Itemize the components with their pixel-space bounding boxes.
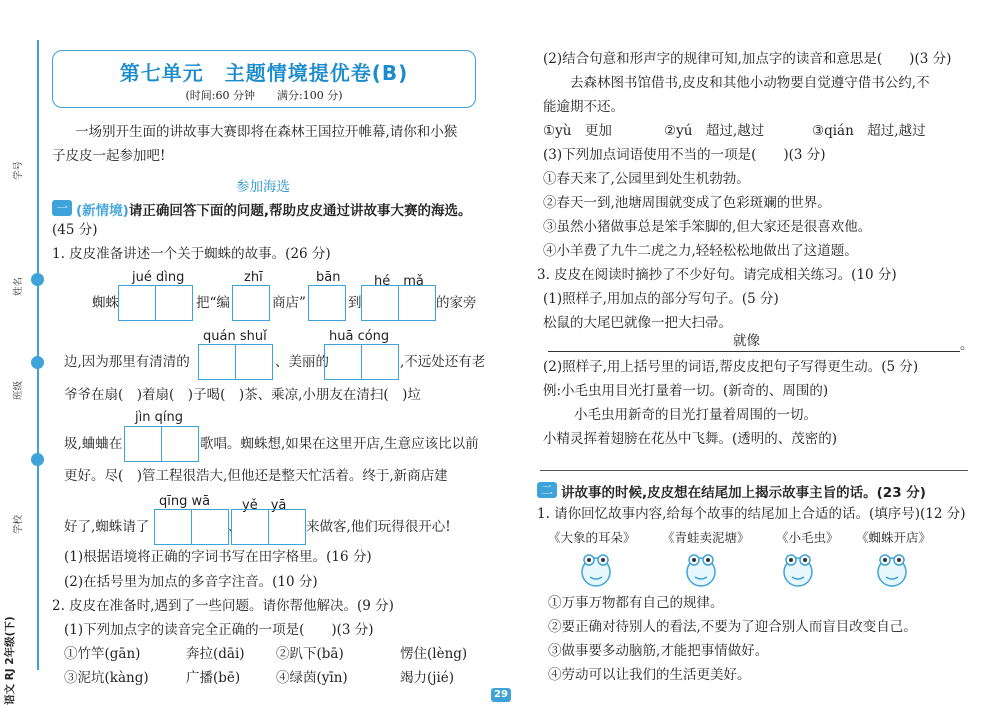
- story-title-1: 《大象的耳朵》: [548, 530, 636, 545]
- margin-line: [37, 40, 39, 670]
- q2-sub-2-opt-3[interactable]: ③qián 超过,越过: [812, 123, 926, 139]
- margin-dot: [31, 273, 44, 286]
- q3-fill-word: 就像: [733, 333, 760, 349]
- margin-label-class: 班级: [13, 380, 24, 400]
- text-dao: 到: [348, 295, 362, 311]
- text-clear-water: 边,因为那里有清清的: [64, 354, 190, 370]
- story-title-4: 《蜘蛛开店》: [856, 530, 932, 545]
- text-guests: 来做客,他们玩得很开心!: [306, 519, 451, 535]
- q2-option-3b: 广播(bē): [186, 670, 241, 686]
- margin-dot: [31, 453, 44, 466]
- q2-sub-3-opt-2[interactable]: ②春天一到,池塘周围就变成了色彩斑斓的世界。: [543, 195, 831, 211]
- writing-grid-yeya[interactable]: [231, 509, 306, 545]
- new-context-tag: (新情境): [76, 203, 129, 219]
- q3-example: 松鼠的大尾巴就像一把大扫帚。: [543, 315, 732, 331]
- q2-sub-3-opt-1[interactable]: ①春天来了,公园里到处生机勃勃。: [543, 171, 750, 187]
- q2-option-4[interactable]: ④绿茵(yīn): [276, 670, 348, 686]
- text-sing: 歌唱。蜘蛛想,如果在这里开店,生意应该比以前: [200, 436, 479, 452]
- margin-dot: [31, 356, 44, 369]
- q1-label: 1. 皮皮准备讲述一个关于蜘蛛的故事。(26 分): [52, 246, 331, 262]
- frog-face-icon[interactable]: [685, 552, 717, 588]
- moral-2: ②要正确对待别人的看法,不要为了迎合别人而盲目改变自己。: [548, 619, 917, 635]
- frog-face-icon[interactable]: [876, 552, 908, 588]
- q2-option-1b: 奔拉(dāi): [186, 646, 245, 662]
- pinyin-jinqing: jìn qíng: [135, 410, 183, 425]
- title-box: [52, 50, 476, 108]
- moral-1: ①万事万物都有自己的规律。: [548, 595, 724, 611]
- writing-grid-quanshui[interactable]: [198, 344, 273, 380]
- sec2-q1-label: 1. 请你回忆故事内容,给每个故事的结尾加上合适的话。(填序号)(12 分): [537, 506, 966, 522]
- q2-sub-3-opt-3[interactable]: ③虽然小猪做事总是笨手笨脚的,但大家还是很喜欢他。: [543, 219, 872, 235]
- pinyin-huacong: huā cóng: [329, 329, 390, 344]
- text-comma: 、: [228, 519, 242, 535]
- divider-line: [540, 470, 968, 471]
- writing-grid-qingwa[interactable]: [154, 509, 229, 545]
- q2-option-4b: 竭力(jié): [400, 670, 455, 686]
- answer-line[interactable]: [548, 351, 960, 352]
- q2-sub-2-text-2: 能逾期不还。: [543, 99, 624, 115]
- text-spider: 蜘蛛: [92, 295, 119, 311]
- intro-line-1: 一场别开生面的讲故事大赛即将在森林王国拉开帷幕,请你和小猴: [75, 124, 458, 140]
- pinyin-qingwa: qīng wā: [159, 494, 211, 509]
- text-home-side: 的家旁: [436, 295, 477, 311]
- margin-label-name: 姓名: [13, 276, 24, 296]
- margin-label-id: 学号: [13, 160, 24, 180]
- q3-example-answer: 小毛虫用新奇的目光打量着周围的一切。: [574, 407, 817, 423]
- text-ba-bian: 把“编: [196, 295, 230, 311]
- story-title-3: 《小毛虫》: [776, 530, 839, 545]
- intro-line-2: 子皮皮一起参加吧!: [52, 148, 166, 164]
- text-grandpa-line: 爷爷在扇( )着扇( )子喝( )茶、乘凉,小朋友在清扫( )垃: [64, 387, 421, 403]
- section-1-score: (45 分): [52, 222, 98, 238]
- q3-label: 3. 皮皮在阅读时摘抄了不少好句。请完成相关练习。(10 分): [537, 267, 897, 283]
- pinyin-quanshui: quán shuǐ: [203, 329, 267, 344]
- q2-sub-1: (1)下列加点字的读音完全正确的一项是( )(3 分): [64, 622, 374, 638]
- story-title-2: 《青蛙卖泥塘》: [662, 530, 750, 545]
- q2-option-1[interactable]: ①竹竿(gān): [64, 646, 141, 662]
- q2-sub-2-opt-1[interactable]: ①yù 更加: [543, 123, 612, 139]
- page-number: 29: [491, 688, 511, 702]
- writing-grid-hema[interactable]: [361, 285, 436, 321]
- q2-label: 2. 皮皮在准备时,遇到了一些问题。请你帮他解决。(9 分): [52, 598, 394, 614]
- writing-grid-jueding[interactable]: [118, 285, 193, 321]
- q3-sub-2: (2)照样子,用上括号里的词语,帮皮皮把句子写得更生动。(5 分): [543, 359, 919, 375]
- margin-label-school: 学校: [13, 514, 24, 534]
- section-2-heading: 讲故事的时候,皮皮想在结尾加上揭示故事主旨的话。(23 分): [561, 485, 926, 501]
- moral-3: ③做事要多动脑筋,才能把事情做好。: [548, 643, 769, 659]
- pinyin-jueding: jué dìng: [132, 270, 185, 285]
- q2-sub-2-opt-2[interactable]: ②yú 超过,越过: [664, 123, 765, 139]
- q3-example-2: 例:小毛虫用目光打量着一切。(新奇的、周围的): [543, 383, 829, 399]
- section-1-text: 请正确回答下面的问题,帮助皮皮通过讲故事大赛的海选。: [128, 203, 472, 219]
- writing-grid-zhi[interactable]: [232, 285, 270, 321]
- q2-sub-2: (2)结合句意和形声字的规律可知,加点字的读音和意思是( )(3 分): [543, 51, 952, 67]
- q2-option-3[interactable]: ③泥坑(kàng): [64, 670, 149, 686]
- section-badge: 一: [52, 200, 72, 216]
- spine-label: 语文 RJ 2年级(下): [4, 616, 16, 705]
- pinyin-ban: bān: [316, 270, 341, 285]
- frog-face-icon[interactable]: [782, 552, 814, 588]
- q3-sub-1: (1)照样子,用加点的部分写句子。(5 分): [543, 291, 779, 307]
- q1-sub-1: (1)根据语境将正确的字词书写在田字格里。(16 分): [64, 549, 372, 565]
- q2-option-2[interactable]: ②趴下(bā): [276, 646, 344, 662]
- page-title: 第七单元 主题情境提优卷(B): [119, 61, 409, 85]
- q2-sub-2-text-1: 去森林图书馆借书,皮皮和其他小动物要自觉遵守借书公约,不: [570, 75, 930, 91]
- pinyin-hema: hé mǎ: [374, 274, 424, 289]
- q3-task: 小精灵挥着翅膀在花丛中飞舞。(透明的、茂密的): [543, 431, 838, 447]
- q2-sub-3: (3)下列加点词语使用不当的一项是( )(3 分): [543, 147, 826, 163]
- text-not-far: ,不远处还有老: [400, 354, 486, 370]
- writing-grid-jinqing[interactable]: [124, 426, 199, 462]
- text-shop: 商店”: [272, 295, 306, 311]
- period-mark: 。: [960, 337, 974, 353]
- page-subtitle: (时间:60 分钟 满分:100 分): [185, 89, 343, 102]
- section-1-heading: [76, 199, 471, 219]
- text-invite: 好了,蜘蛛请了: [64, 519, 150, 535]
- writing-grid-huacong[interactable]: [324, 344, 399, 380]
- text-cricket: 圾,蛐蛐在: [64, 436, 123, 452]
- writing-grid-ban[interactable]: [308, 285, 346, 321]
- q1-sub-2: (2)在括号里为加点的多音字注音。(10 分): [64, 574, 318, 590]
- text-project-line: 更好。尽( )管工程很浩大,但他还是整天忙活着。终于,新商店建: [64, 468, 448, 484]
- heading-audition: 参加海选: [236, 179, 290, 195]
- text-beautiful: 、美丽的: [275, 354, 329, 370]
- q2-sub-3-opt-4[interactable]: ④小羊费了九牛二虎之力,轻轻松松地做出了这道题。: [543, 243, 858, 259]
- moral-4: ④劳动可以让我们的生活更美好。: [548, 667, 751, 683]
- frog-face-icon[interactable]: [580, 552, 612, 588]
- q2-option-2b: 愣住(lèng): [400, 646, 468, 662]
- section-badge: 二: [537, 482, 557, 498]
- pinyin-zhi: zhī: [244, 270, 263, 285]
- pinyin-yeya: yě yā: [242, 498, 287, 513]
